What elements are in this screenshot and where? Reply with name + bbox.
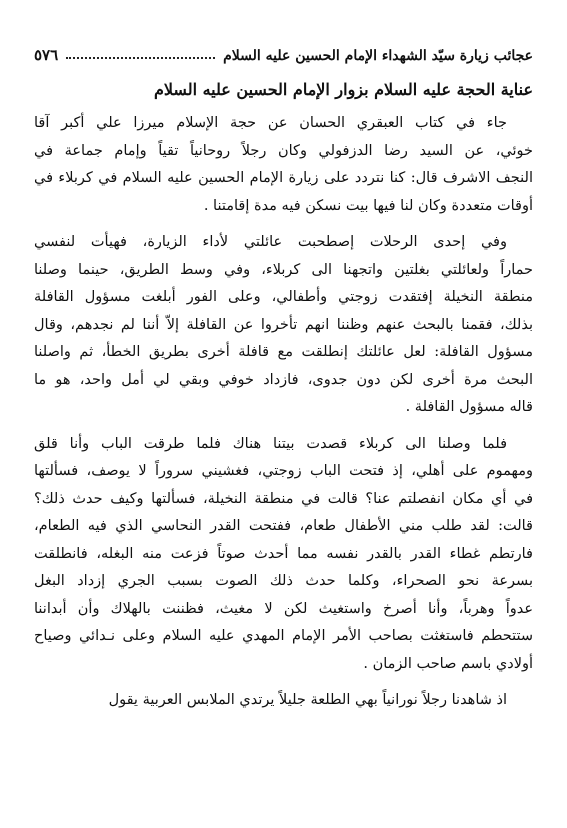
text-line: مسؤول القافلة: لعل عائلتك إنطلقت مع قافلة أخرى بطريق الخطأ، ثم واصلنا: [34, 344, 533, 360]
paragraph: [34, 687, 533, 715]
text-line: بذلك، فقمنا بالبحث عنهم وظننا انهم تأخروا عن القافلة إلاّ أننا لم نجدهم، وقال: [34, 316, 533, 333]
dotted-leader: [66, 57, 215, 59]
text-line: أوقات متعددة وكان لنا فيها بيت نسكن فيه مدة إقامتنا .: [203, 197, 533, 214]
page-number: ٥٧٦: [34, 46, 59, 64]
text-line: منطقة النخيلة إفتقدت زوجتي وأطفالي، وعلى الفور أبلغت مسؤول القافلة: [34, 289, 533, 305]
text-line: في أي مكان انفصلتم عنا؟ قالت في منطقة النخيلة، فسألتها وكيف حدث ذلك؟: [34, 490, 533, 507]
paragraph: [34, 229, 533, 422]
text-line: فارتطم غطاء القدر بالقدر نفسه مما أحدث صوتاً فزعت منه البغله، فانطلقت: [34, 545, 533, 562]
text-line: عدواً وهرباً، وأنا أصرخ واستغيث لكن لا مغيث، فظننت بالهلاك وأن أبداننا: [34, 600, 533, 617]
text-line: اذ شاهدنا رجلاً نورانياً بهي الطلعة جليلاً يرتدي الملابس العربية يقول: [108, 692, 507, 708]
running-title: عجائب زيارة سيّد الشهداء الإمام الحسين عليه السلام: [223, 48, 533, 64]
text-line: خوئي، عن السيد رضا الدزفولي وكان رجلاً روحانياً تقياً وإمام جماعة في: [34, 142, 533, 159]
running-header: [34, 40, 533, 64]
text-line: حماراً ولعائلتي بغلتين واتجهنا الى كربلاء، وفي وسط الطريق، حينما وصلنا: [34, 261, 533, 278]
text-line: وفي إحدى الرحلات إصطحبت عائلتي لأداء الزيارة، فهيأت لنفسي: [34, 234, 507, 250]
body-text: [34, 110, 533, 724]
text-line: قاله مسؤول القافلة .: [405, 399, 533, 415]
text-line: قالت: لقد طلب مني الأطفال طعام، ففتحت القدر النحاسي الذي فيه الطعام،: [34, 518, 533, 534]
text-line: فلما وصلنا الى كربلاء قصدت بيتنا هناك فلما طرقت الباب وأنا قلق: [34, 435, 507, 452]
text-line: البحث مرة أخرى لكن دون جدوى، فازداد خوفي وبقي لي أمل واحد، هو ما: [34, 371, 533, 388]
text-line: ومهموم على أهلي، إذ فتحت الباب زوجتي، فغشيني سروراً لا يوصف، فسألتها: [34, 463, 533, 479]
text-line: ستتحطم فاستغثت بصاحب الأمر الإمام المهدي عليه السلام وعلى نـدائي وصياح: [34, 628, 533, 644]
paragraph: [34, 431, 533, 679]
paragraph: [34, 110, 533, 220]
text-line: بسرعة نحو الصحراء، وكلما حدث ذلك الصوت بسبب الجري إزداد البغل: [34, 573, 533, 589]
section-heading: عناية الحجة عليه السلام بزوار الإمام الحسين عليه السلام: [153, 80, 533, 99]
text-line: أولادي باسم صاحب الزمان .: [363, 655, 533, 672]
text-line: جاء في كتاب العبقري الحسان عن حجة الإسلام ميرزا علي أكبر آقا: [34, 115, 507, 131]
text-line: النجف الاشرف قال: كنا نتردد على زيارة الإمام الحسين عليه السلام في كربلاء في: [34, 170, 533, 186]
